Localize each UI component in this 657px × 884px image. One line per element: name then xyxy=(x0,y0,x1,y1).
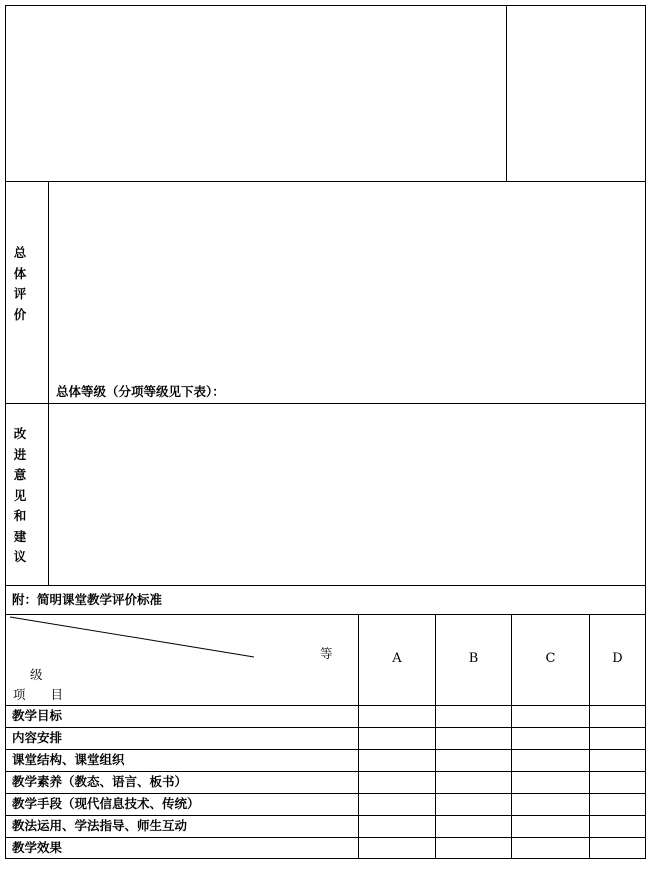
col-divider-4 xyxy=(589,614,590,858)
label-char: 见 xyxy=(13,487,27,503)
grade-header-b: B xyxy=(468,651,479,666)
col-divider-3 xyxy=(511,614,512,858)
label-char: 改 xyxy=(13,426,27,441)
table-row-line xyxy=(5,837,646,838)
table-row-line xyxy=(5,771,646,772)
criteria-item: 教学素养（教态、语言、板书） xyxy=(12,774,188,789)
label-char: 建 xyxy=(13,528,27,544)
appendix-title: 附：简明课堂教学评价标准 xyxy=(12,592,163,607)
col-divider-2 xyxy=(435,614,436,858)
col-divider-1 xyxy=(358,614,359,858)
criteria-item: 教学目标 xyxy=(12,708,63,723)
header-grade-word: 等 xyxy=(320,646,333,661)
criteria-item: 教法运用、学法指导、师生互动 xyxy=(12,818,188,833)
row-line-4 xyxy=(5,614,646,615)
border-right xyxy=(645,5,646,858)
criteria-item: 课堂结构、课堂组织 xyxy=(12,752,125,767)
border-left xyxy=(5,5,6,858)
grade-header-c: C xyxy=(545,651,556,666)
border-bottom xyxy=(5,858,646,859)
label-char: 总 xyxy=(13,245,27,260)
label-char: 议 xyxy=(13,549,27,564)
label-char: 和 xyxy=(13,508,27,523)
label-char: 价 xyxy=(13,306,27,322)
row-line-2 xyxy=(5,403,646,404)
grade-header-d: D xyxy=(612,651,623,666)
border-top xyxy=(5,5,646,6)
overall-label-divider xyxy=(48,181,49,585)
criteria-item: 内容安排 xyxy=(12,730,63,745)
table-row-line xyxy=(5,705,646,706)
table-row-line xyxy=(5,727,646,728)
overall-evaluation-label xyxy=(12,243,28,325)
table-row-line xyxy=(5,815,646,816)
label-char: 进 xyxy=(13,446,27,462)
overall-grade-label: 总体等级（分项等级见下表）： xyxy=(56,384,225,399)
header-item-word: 项 目 xyxy=(13,687,64,702)
top-block-divider xyxy=(506,5,507,181)
criteria-item: 教学手段（现代信息技术、传统） xyxy=(12,796,200,811)
label-char: 意 xyxy=(13,467,27,482)
label-char: 评 xyxy=(13,286,27,301)
criteria-item: 教学效果 xyxy=(12,840,63,855)
table-row-line xyxy=(5,793,646,794)
label-char: 体 xyxy=(13,265,27,281)
table-row-line xyxy=(5,749,646,750)
row-line-3 xyxy=(5,585,646,586)
improvement-suggestions-label xyxy=(12,424,28,568)
row-line-1 xyxy=(5,181,646,182)
grade-header-a: A xyxy=(392,651,402,666)
header-level-word: 级 xyxy=(30,667,43,682)
